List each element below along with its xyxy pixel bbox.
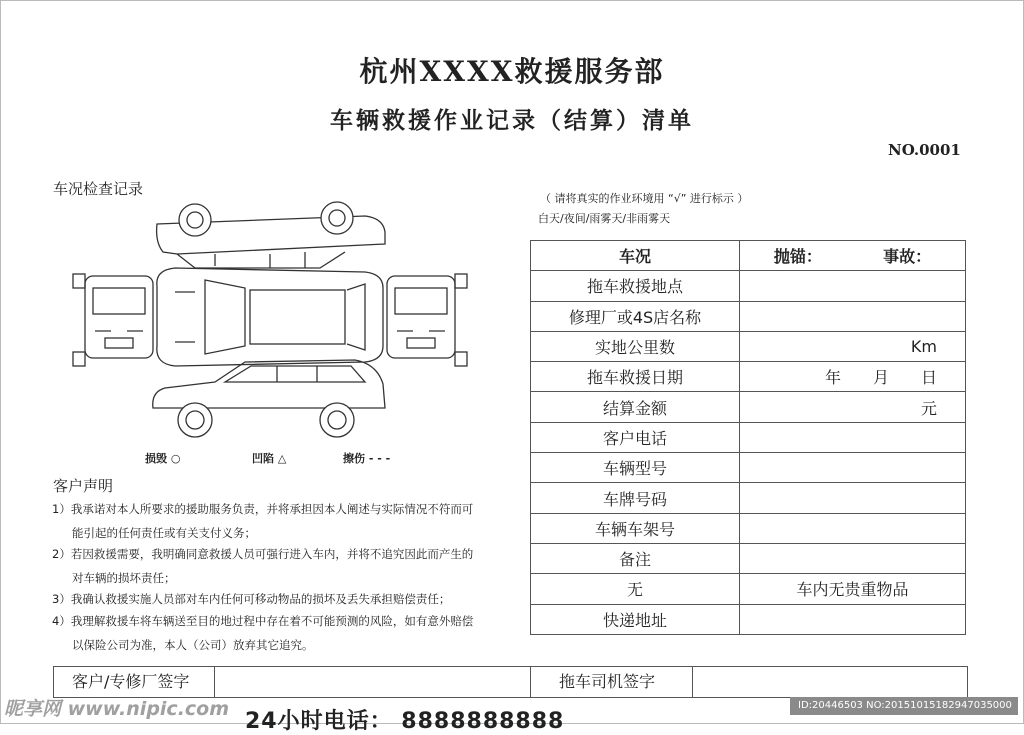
- table-row: [531, 271, 966, 301]
- row-label: 车牌号码: [531, 483, 740, 513]
- row-value[interactable]: [740, 543, 966, 573]
- row-value[interactable]: 元: [740, 392, 966, 422]
- customer-signature-label: 客户/专修厂签字: [72, 672, 190, 691]
- row-value[interactable]: 年 月 日: [740, 362, 966, 392]
- declaration-item: [52, 498, 502, 545]
- inspection-heading: 车况检查记录: [53, 180, 144, 198]
- row-value[interactable]: [740, 604, 966, 634]
- declaration-line: 1）我承诺对本人所要求的援助服务负责，并将承担因本人阐述与实际情况不符而可: [52, 502, 474, 516]
- table-header-row: [531, 241, 966, 271]
- row-value[interactable]: 车内无贵重物品: [740, 574, 966, 604]
- car-top-view-icon: [157, 268, 383, 366]
- car-side-view-bottom-icon: [153, 360, 385, 437]
- table-row: [531, 513, 966, 543]
- table-row: [531, 422, 966, 452]
- declaration-line: 4）我理解救援车将车辆送至目的地过程中存在着不可能预测的风险，如有意外赔偿: [52, 614, 474, 628]
- declaration-line: 2）若因救援需要，我明确同意救援人员可强行进入车内，并将不追究因此而产生的: [52, 547, 474, 561]
- row-label: 快递地址: [531, 604, 740, 634]
- header-breakdown-accident[interactable]: [740, 241, 966, 271]
- driver-signature-label: 拖车司机签字: [559, 672, 656, 691]
- table-row: [531, 331, 966, 361]
- row-label: 修理厂或4S店名称: [531, 301, 740, 331]
- row-label: 客户电话: [531, 422, 740, 452]
- page-subtitle: 车辆救援作业记录（结算）清单: [330, 107, 694, 134]
- header-accident: 事故：: [883, 247, 932, 267]
- table-row: [531, 604, 966, 634]
- table-row: [531, 301, 966, 331]
- declaration-line: 3）我确认救援实施人员部对车内任何可移动物品的损坏及丢失承担赔偿责任；: [52, 592, 451, 606]
- legend-damaged: 损毁 ○: [145, 452, 181, 465]
- legend-scratch: 擦伤 - - -: [343, 452, 391, 465]
- row-label: 车辆型号: [531, 453, 740, 483]
- row-value[interactable]: [740, 271, 966, 301]
- declaration-item: [52, 543, 502, 590]
- car-side-view-top-icon: [157, 202, 385, 268]
- row-value[interactable]: [740, 301, 966, 331]
- header-breakdown: 抛锚：: [773, 247, 822, 267]
- declaration-line: 对车辆的损坏责任；: [72, 570, 176, 585]
- weather-options: 白天/夜间/雨雾天/非雨雾天: [538, 212, 671, 225]
- table-row: [531, 362, 966, 392]
- declaration-item: [52, 588, 502, 612]
- row-value[interactable]: [740, 422, 966, 452]
- table-row: [531, 453, 966, 483]
- row-value[interactable]: Km: [740, 331, 966, 361]
- watermark-logo: 昵享网 www.nipic.com: [4, 698, 230, 720]
- customer-signature-field[interactable]: [216, 667, 529, 697]
- divider: [692, 667, 693, 697]
- row-value[interactable]: [740, 453, 966, 483]
- row-value[interactable]: [740, 483, 966, 513]
- table-row: [531, 574, 966, 604]
- record-table: [530, 240, 966, 635]
- watermark-id: ID:20446503 NO:20151015182947035000: [790, 697, 1018, 715]
- table-row: [531, 483, 966, 513]
- row-value[interactable]: [740, 513, 966, 543]
- car-inspection-diagram: [65, 196, 475, 446]
- row-label: 实地公里数: [531, 331, 740, 361]
- divider: [530, 667, 531, 697]
- row-label: 拖车救援日期: [531, 362, 740, 392]
- divider: [214, 667, 215, 697]
- header-vehicle-condition: 车况: [531, 241, 740, 271]
- declaration-line: 以保险公司为准，本人（公司）放弃其它追究。: [72, 637, 314, 652]
- legend-dent: 凹陷 △: [252, 452, 287, 465]
- driver-signature-field[interactable]: [694, 667, 964, 697]
- conditions-note: （ 请将真实的作业环境用 “√” 进行标示 ）: [540, 192, 749, 205]
- row-label: 车辆车架号: [531, 513, 740, 543]
- table-row: [531, 543, 966, 573]
- row-label: 无: [531, 574, 740, 604]
- car-rear-view-icon: [387, 274, 467, 366]
- row-label: 备注: [531, 543, 740, 573]
- declaration-line: 能引起的任何责任或有关支付义务；: [72, 525, 256, 540]
- hotline: 24小时电话： 8888888888: [245, 709, 565, 734]
- row-label: 结算金额: [531, 392, 740, 422]
- declaration-item: [52, 610, 502, 657]
- declaration-heading: 客户声明: [53, 477, 114, 495]
- row-label: 拖车救援地点: [531, 271, 740, 301]
- document-number: NO.0001: [888, 141, 961, 159]
- car-front-view-icon: [73, 274, 153, 366]
- page-title: 杭州XXXX救援服务部: [359, 55, 665, 88]
- table-row: [531, 392, 966, 422]
